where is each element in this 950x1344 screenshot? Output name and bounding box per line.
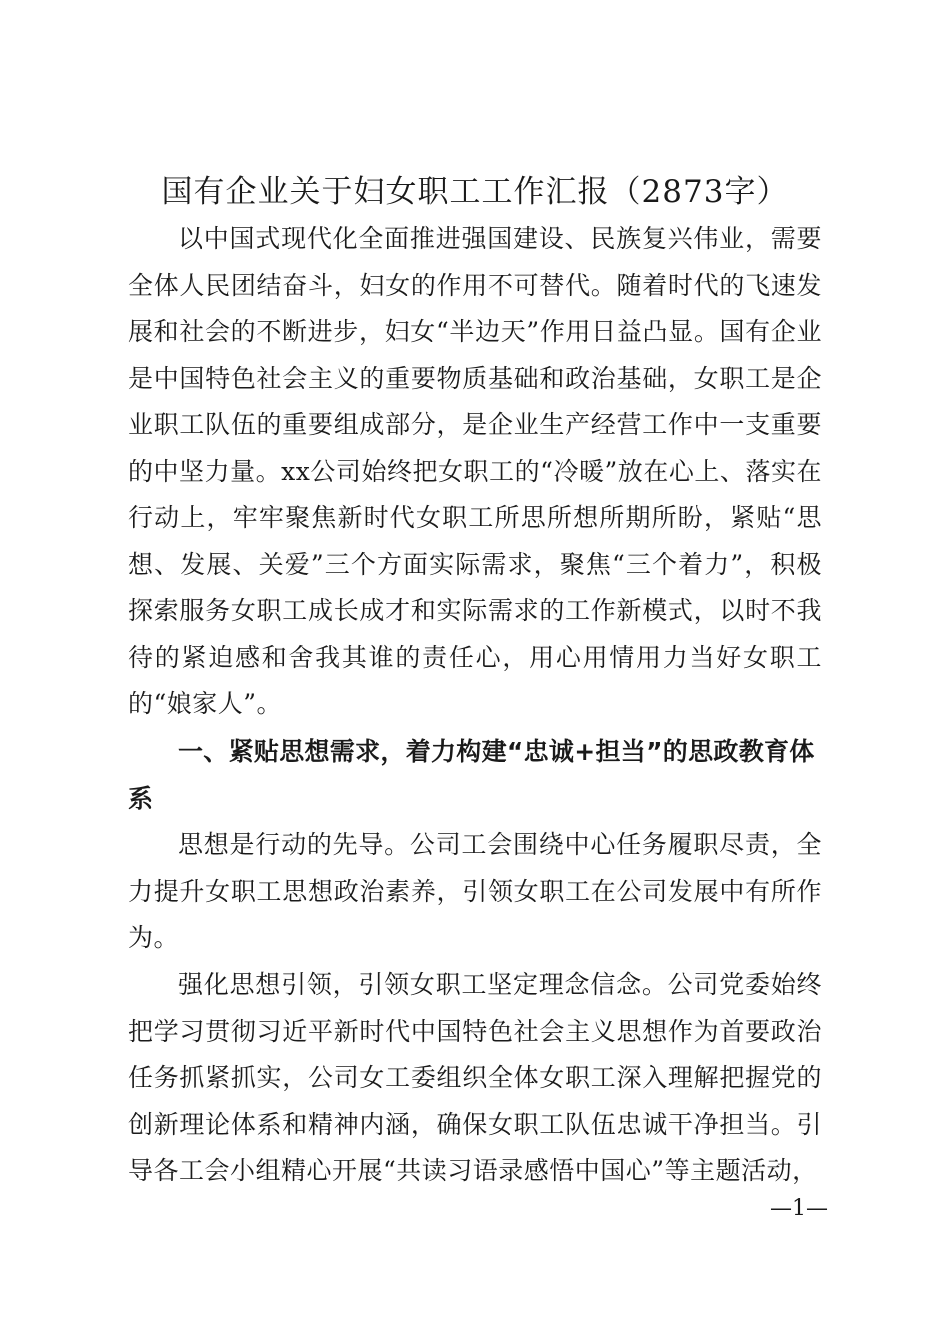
section-heading: 一、紧贴思想需求，着力构建“忠诚+担当”的思政教育体系 (128, 737, 815, 813)
page-number: —1— (770, 1196, 828, 1221)
document-title: 国有企业关于妇女职工工作汇报（2873字） (161, 174, 789, 210)
section-paragraph-1: 思想是行动的先导。公司工会围绕中心任务履职尽责，全力提升女职工思想政治素养，引领女职工在公司发展中有所作为。 (128, 830, 822, 952)
section-paragraph-2: 强化思想引领，引领女职工坚定理念信念。公司党委始终把学习贯彻习近平新时代中国特色社会主义思想作为首要政治任务抓紧抓实，公司女工委组织全体女职工深入理解把握党的创新理论体系和精神内涵，确保女职工队伍忠诚干净担当。引导各工会小组精心开展“共读习语录感悟中国心”等主题活动， (128, 970, 822, 1185)
intro-paragraph: 以中国式现代化全面推进强国建设、民族复兴伟业，需要全体人民团结奋斗，妇女的作用不可替代。随着时代的飞速发展和社会的不断进步，妇女“半边天”作用日益凸显。国有企业是中国特色社会主义的重要物质基础和政治基础，女职工是企业职工队伍的重要组成部分，是企业生产经营工作中一支重要的中坚力量。xx公司始终把女职工的“冷暖”放在心上、落实在行动上，牢牢聚焦新时代女职工所思所想所期所盼，紧贴“思想、发展、关爱”三个方面实际需求，聚焦“三个着力”，积极探索服务女职工成长成才和实际需求的工作新模式，以时不我待的紧迫感和舍我其谁的责任心，用心用情用力当好女职工的“娘家人”。 (128, 224, 822, 718)
